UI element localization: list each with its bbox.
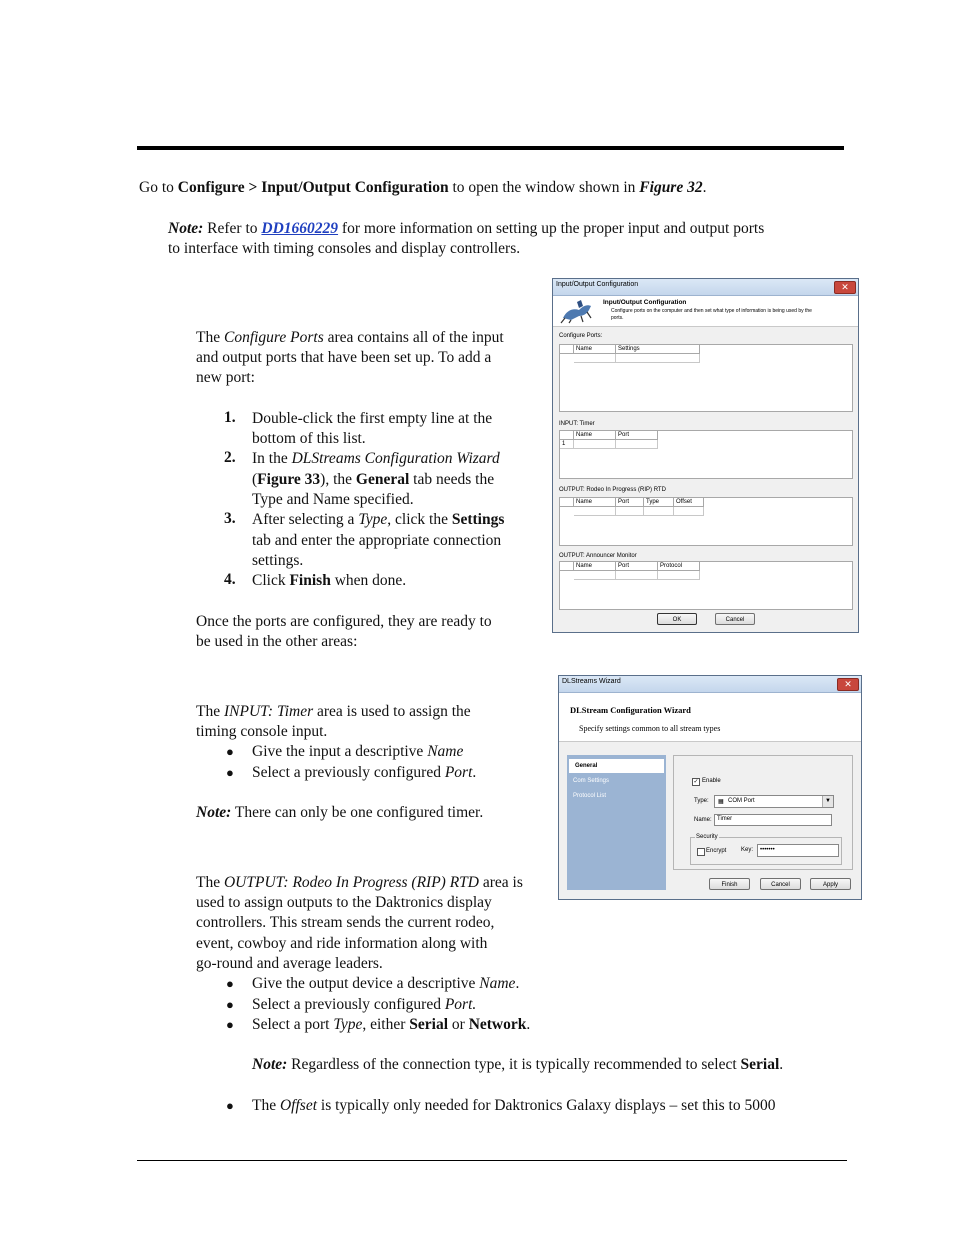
note-1-line2: to interface with timing consoles and display controllers. <box>168 240 521 257</box>
configure-ports-p2: and output ports that have been set up. To add a <box>196 349 492 366</box>
io-heading: Input/Output Configuration <box>603 299 687 306</box>
bullet-icon: ● <box>226 1017 234 1032</box>
nav-protocol-list[interactable]: Protocol List <box>573 793 607 799</box>
wizard-header <box>559 693 861 742</box>
menu-path: Configure > Input/Output Configuration <box>177 179 449 196</box>
after-ports-line1: Once the ports are configured, they are ready to <box>196 613 492 630</box>
col-settings[interactable]: Settings <box>616 345 700 354</box>
enable-checkbox[interactable]: ✓ <box>693 779 699 785</box>
announcer-grid[interactable] <box>559 561 853 610</box>
io-header <box>553 296 858 327</box>
configure-ports-grid[interactable] <box>559 344 853 412</box>
timer-row-port[interactable] <box>616 440 658 449</box>
step-2-line3: Type and Name specified. <box>252 491 414 508</box>
col-name[interactable]: Name <box>574 431 616 440</box>
type-select[interactable] <box>714 795 834 808</box>
step-4-num: 4. <box>224 571 236 588</box>
figure-ref: Figure 32 <box>639 179 703 196</box>
after-ports-line2: be used in the other areas: <box>196 633 358 650</box>
empty-row-cell[interactable] <box>658 571 700 580</box>
io-desc-line2: ports. <box>611 315 624 321</box>
col-port[interactable]: Port <box>616 431 658 440</box>
col-port[interactable]: Port <box>616 498 644 507</box>
output-rip-p1: The OUTPUT: Rodeo In Progress (RIP) RTD area is <box>196 874 523 891</box>
timer-row-name[interactable] <box>574 440 616 449</box>
wizard-subtitle: Specify settings common to all stream types <box>579 724 721 733</box>
output-rip-p5: go-round and average leaders. <box>196 955 383 972</box>
timer-label: INPUT: Timer <box>559 421 595 427</box>
enable-label: Enable <box>702 778 721 784</box>
input-timer-note: Note: There can only be one configured timer. <box>196 804 484 821</box>
step-3-line2: tab and enter the appropriate connection <box>252 532 502 549</box>
empty-row-cell[interactable] <box>574 571 616 580</box>
io-config-window <box>552 278 859 633</box>
name-input[interactable]: Timer <box>714 814 832 826</box>
dlstreams-wizard-window <box>558 675 862 900</box>
ok-button[interactable]: OK <box>657 613 697 625</box>
empty-row-cell[interactable] <box>574 354 616 363</box>
input-timer-bullet1: Give the input a descriptive Name <box>252 743 464 760</box>
col-port[interactable]: Port <box>616 562 658 571</box>
input-timer-bullet2: Select a previously configured Port. <box>252 764 477 781</box>
rodeo-horse-icon <box>557 298 599 324</box>
wizard-titlebar <box>559 676 861 693</box>
rip-label: OUTPUT: Rodeo In Progress (RIP) RTD <box>559 487 666 493</box>
input-timer-p1: The INPUT: Timer area is used to assign the <box>196 703 471 720</box>
step-2-num: 2. <box>224 449 236 466</box>
bullet-icon: ● <box>226 765 234 780</box>
dd1660229-link[interactable]: DD1660229 <box>261 220 339 237</box>
col-type[interactable]: Type <box>644 498 674 507</box>
bullet-icon: ● <box>226 976 234 991</box>
step-1-line1: Double-click the first empty line at the <box>252 410 493 427</box>
input-timer-p2: timing console input. <box>196 723 328 740</box>
step-2-line2: (Figure 33), the General tab needs the <box>252 471 495 488</box>
note-1: Note: Refer to DD1660229 for more information on setting up the proper input and output ports <box>168 220 765 237</box>
key-input[interactable]: ••••••• <box>757 844 839 857</box>
step-4-line1: Click Finish when done. <box>252 572 407 589</box>
security-group <box>690 834 842 865</box>
configure-ports-p3: new port: <box>196 369 255 386</box>
io-titlebar <box>553 279 858 296</box>
io-window-title: Input/Output Configuration <box>556 281 639 288</box>
bottom-rule <box>137 1160 847 1161</box>
close-icon[interactable]: ✕ <box>834 281 856 294</box>
output-rip-bullet4: The Offset is typically only needed for Daktronics Galaxy displays – set this to 5000 <box>252 1097 776 1114</box>
configure-ports-label: Configure Ports: <box>559 333 603 339</box>
bullet-icon: ● <box>226 744 234 759</box>
io-desc-line1: Configure ports on the computer and then set what type of information is being used by the <box>611 308 812 314</box>
announcer-label: OUTPUT: Announcer Monitor <box>559 553 637 559</box>
output-rip-p4: event, cowboy and ride information along with <box>196 935 488 952</box>
col-name[interactable]: Name <box>574 562 616 571</box>
rip-grid[interactable] <box>559 497 853 546</box>
timer-grid[interactable] <box>559 430 853 479</box>
step-1-num: 1. <box>224 409 236 426</box>
bullet-icon: ● <box>226 997 234 1012</box>
output-rip-bullet3: Select a port Type, either Serial or Network. <box>252 1016 531 1033</box>
empty-row-cell[interactable] <box>616 354 700 363</box>
step-3-line1: After selecting a Type, click the Settings <box>252 511 505 528</box>
wizard-heading: DLStream Configuration Wizard <box>570 705 691 715</box>
general-panel <box>673 755 853 870</box>
output-rip-p2: used to assign outputs to the Daktronics display <box>196 894 492 911</box>
top-rule <box>137 146 844 150</box>
nav-general[interactable]: General <box>569 759 664 773</box>
nav-com-settings[interactable]: Com Settings <box>573 778 610 784</box>
output-rip-bullet2: Select a previously configured Port. <box>252 996 477 1013</box>
empty-row-cell[interactable] <box>616 507 644 516</box>
step-3-num: 3. <box>224 510 236 527</box>
encrypt-label: Encrypt <box>706 848 727 854</box>
wizard-window-title: DLStreams Wizard <box>562 678 621 685</box>
finish-button[interactable]: Finish <box>709 878 750 890</box>
close-icon[interactable]: ✕ <box>837 678 859 691</box>
apply-button[interactable]: Apply <box>810 878 851 890</box>
encrypt-checkbox[interactable] <box>697 848 705 856</box>
intro-paragraph: Go to Configure > Input/Output Configuration to open the window shown in Figure 32. <box>139 179 707 196</box>
key-label: Key: <box>741 847 754 853</box>
step-2-line1: In the DLStreams Configuration Wizard <box>252 450 500 467</box>
cancel-button[interactable]: Cancel <box>760 878 801 890</box>
step-3-line3: settings. <box>252 552 304 569</box>
output-rip-note: Note: Regardless of the connection type, it is typically recommended to select Serial. <box>252 1056 784 1073</box>
empty-row-cell[interactable] <box>574 507 616 516</box>
chevron-down-icon[interactable]: ▼ <box>822 796 833 807</box>
step-1-line2: bottom of this list. <box>252 430 366 447</box>
bullet-icon: ● <box>226 1098 234 1113</box>
col-offset[interactable]: Offset <box>674 498 704 507</box>
type-value: COM Port <box>728 798 755 804</box>
timer-row-number: 1 <box>560 440 574 449</box>
col-name[interactable]: Name <box>574 498 616 507</box>
output-rip-p3: controllers. This stream sends the current rodeo, <box>196 914 495 931</box>
col-name[interactable]: Name <box>574 345 616 354</box>
name-label: Name: <box>694 817 712 823</box>
security-label: Security <box>696 834 718 840</box>
empty-row-cell[interactable] <box>644 507 674 516</box>
wizard-nav <box>567 755 666 890</box>
type-label: Type: <box>694 798 709 804</box>
configure-ports-p1: The Configure Ports area contains all of the input <box>196 329 504 346</box>
col-protocol[interactable]: Protocol <box>658 562 700 571</box>
output-rip-bullet1: Give the output device a descriptive Name. <box>252 975 520 992</box>
com-port-icon: ▦ <box>718 799 724 805</box>
cancel-button[interactable]: Cancel <box>715 613 755 625</box>
empty-row-cell[interactable] <box>616 571 658 580</box>
empty-row-cell[interactable] <box>674 507 704 516</box>
